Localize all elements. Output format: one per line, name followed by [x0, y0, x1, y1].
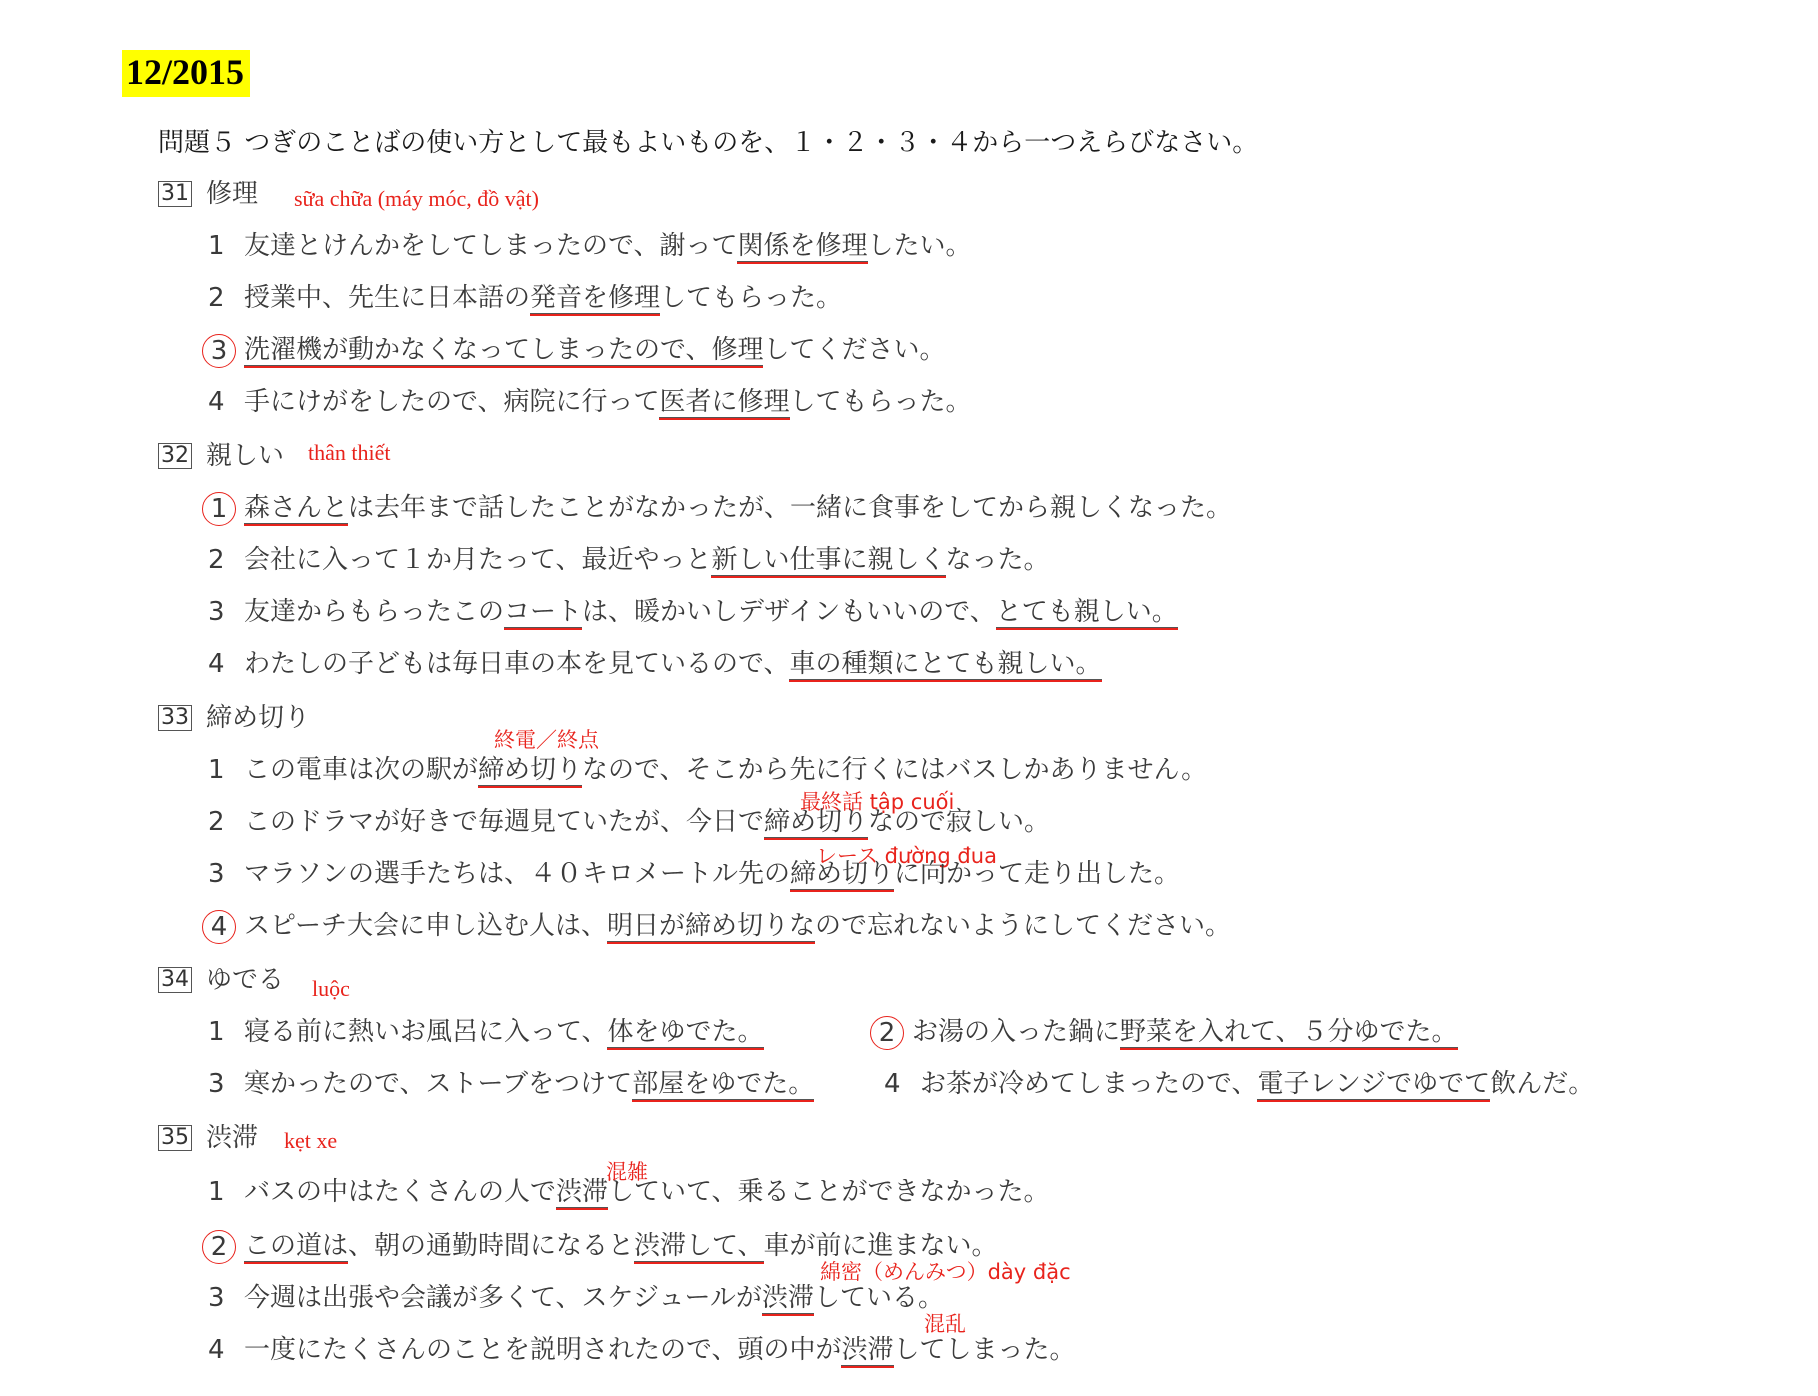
annotation-note: thân thiết [308, 440, 391, 465]
question-number: 33 [158, 705, 192, 731]
question-33-header [158, 700, 310, 736]
option-row: 4 お茶が冷めてしまったので、電子レンジでゆでて飲んだ。 [884, 1066, 1594, 1102]
question-number: 32 [158, 443, 192, 469]
annotation-note: luộc [312, 976, 350, 1001]
option-row: 2 授業中、先生に日本語の発音を修理してもらった。 [208, 280, 842, 316]
question-34-header [158, 962, 284, 998]
option-row: 4 一度にたくさんのことを説明されたので、頭の中が渋滞してしまった。 [208, 1332, 1076, 1368]
question-number: 34 [158, 967, 192, 993]
answer-circle: 2 [202, 1230, 236, 1264]
annotation-note: sữa chữa (máy móc, đồ vật) [294, 186, 539, 211]
annotation-note: kẹt xe [284, 1128, 338, 1153]
answer-circle: 3 [202, 334, 236, 368]
annotation-note: 終電／終点 [494, 728, 599, 752]
annotation-note: レース đường đua [816, 844, 997, 868]
option-row: 3 友達からもらったこのコートは、暖かいしデザインもいいので、とても親しい。 [208, 594, 1178, 630]
question-word: 親しい [206, 441, 285, 471]
option-row: 3 マラソンの選手たちは、４０キロメートル先の締め切りに向かって走り出した。 [208, 856, 1180, 892]
question-word: ゆでる [206, 965, 285, 995]
question-number: 31 [158, 181, 192, 207]
question-31-header [158, 176, 258, 212]
question-number: 35 [158, 1125, 192, 1151]
annotation-note: 混雑 [606, 1160, 648, 1184]
option-row: 3 寒かったので、ストーブをつけて部屋をゆでた。 [208, 1066, 814, 1102]
option-row: 1 バスの中はたくさんの人で渋滞していて、乗ることができなかった。 [208, 1174, 1050, 1210]
option-row: 2 会社に入って１か月たって、最近やっと新しい仕事に親しくなった。 [208, 542, 1050, 578]
option-row: 1 寝る前に熱いお風呂に入って、体をゆでた。 [208, 1014, 764, 1050]
annotation-note: 最終話 tập cuối [800, 790, 955, 814]
option-row: 4 わたしの子どもは毎日車の本を見ているので、車の種類にとても親しい。 [208, 646, 1102, 682]
option-row: 4 手にけがをしたので、病院に行って医者に修理してもらった。 [208, 384, 972, 420]
question-word: 渋滞 [206, 1123, 259, 1153]
answer-circle: 4 [202, 910, 236, 944]
option-row: 1 この電車は次の駅が締め切りなので、そこから先に行くにはバスしかありません。 [208, 752, 1207, 788]
question-word: 締め切り [206, 703, 311, 733]
option-row-answer: 1 森さんとは去年まで話したことがなかったが、一緒に食事をしてから親しくなった。 [208, 490, 1232, 526]
answer-circle: 2 [870, 1016, 904, 1050]
option-row-answer: 2 お湯の入った鍋に野菜を入れて、５分ゆでた。 [876, 1014, 1458, 1050]
answer-circle: 1 [202, 492, 236, 526]
option-row: 3 今週は出張や会議が多くて、スケジュールが渋滞している。 [208, 1280, 944, 1316]
annotation-note: 綿密（めんみつ）dày đặc [820, 1260, 1071, 1284]
option-row-answer: 3 洗濯機が動かなくなってしまったので、修理してください。 [208, 332, 946, 368]
date-label: 12/2015 [122, 50, 250, 97]
option-row: 2 このドラマが好きで毎週見ていたが、今日で締め切りなので寂しい。 [208, 804, 1050, 840]
question-35-header [158, 1120, 258, 1156]
option-row-answer: 4 スピーチ大会に申し込む人は、明日が締め切りなので忘れないようにしてください。 [208, 908, 1231, 944]
instruction: 問題５ つぎのことばの使い方として最もよいものを、１・２・３・４から一つえらびなさい。 [158, 128, 1259, 158]
question-word: 修理 [206, 179, 259, 209]
annotation-note: 混乱 [924, 1312, 966, 1336]
option-row-answer: 2 この道は、朝の通勤時間になると渋滞して、車が前に進まない。 [208, 1228, 998, 1264]
question-32-header [158, 438, 284, 474]
option-row: 1 友達とけんかをしてしまったので、謝って関係を修理したい。 [208, 228, 972, 264]
